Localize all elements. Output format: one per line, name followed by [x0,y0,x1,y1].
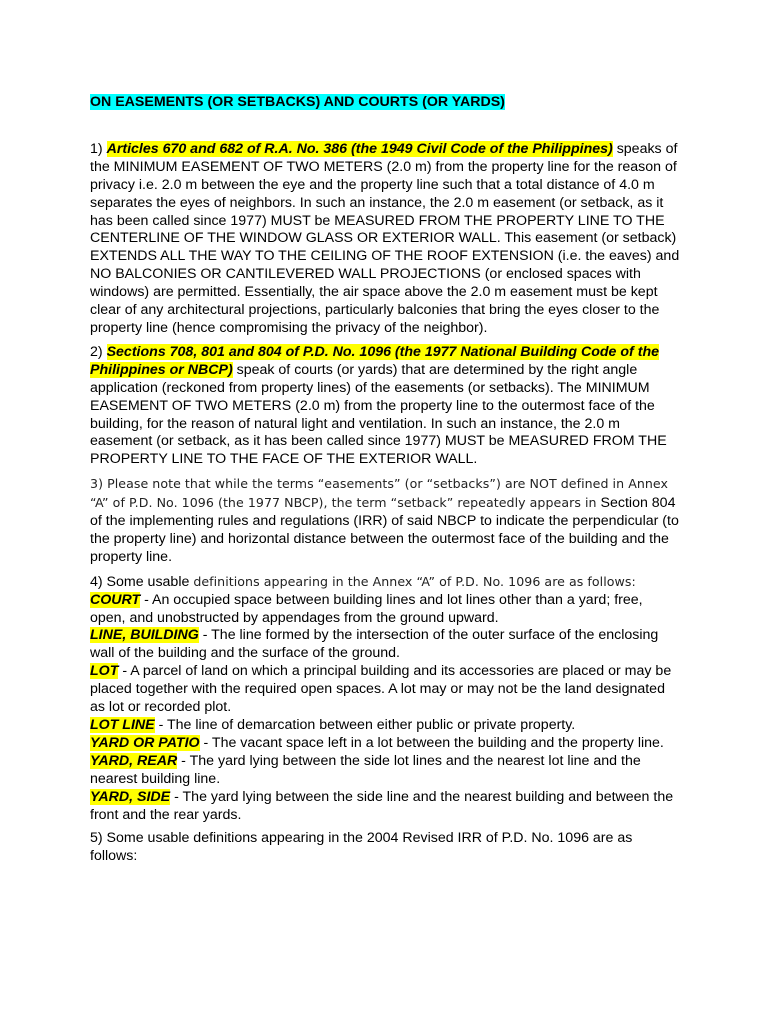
paragraph-4-intro-light: definitions appearing in the Annex “A” of P.D. No. 1096 are as follows: [193,573,636,589]
paragraph-1-reference: Articles 670 and 682 of R.A. No. 386 (the 1949 Civil Code of the Philippines) [106,140,613,157]
paragraph-4-intro-text: 4) Some usable [90,573,194,590]
paragraph-2-reference: Sections 708, 801 and 804 of P.D. No. 1096 (the 1977 National Building Code of the Philippines or NBCP) [90,343,659,378]
definition-term: YARD OR PATIO [90,734,200,751]
paragraph-5 [90,830,680,866]
definition-term: COURT [90,591,141,608]
definition-yard-or-patio [90,735,680,753]
paragraph-2-number: 2) [90,343,103,360]
paragraph-1-number: 1) [90,140,103,157]
paragraph-4-intro [90,573,680,592]
paragraph-3-text: Section 804 of the implementing rules and regulations (IRR) of said NBCP to indicate the perpendicular (to the property line) and horizontal distance between the outermost face of the building and the property line. [90,495,679,565]
paragraph-4 [90,573,680,825]
title-row [90,94,680,112]
definition-term: LOT [90,663,119,680]
definition-lot-line [90,717,680,735]
paragraph-1-text: speaks of the MINIMUM EASEMENT OF TWO METERS (2.0 m) from the property line for the reason of privacy i.e. 2.0 m between the eye and the property line such that a total distance of 4.0 m separates the eyes of neighbors. In such an instance, the 2.0 m easement (or setback, as it has been called since 1977) MUST be MEASURED FROM THE PROPERTY LINE TO THE CENTERLINE OF THE WINDOW GLASS OR EXTERIOR WALL. This easement (or setback) EXTENDS ALL THE WAY TO THE CEILING OF THE ROOF EXTENSION (i.e. the eaves) and NO BALCONIES OR CANTILEVERED WALL PROJECTIONS (or enclosed spaces with windows) are permitted. Essentially, the air space above the 2.0 m easement must be kept clear of any architectural projections, particularly balconies that bring the eyes closer to the property line (hence compromising the privacy of the neighbor). [90,140,680,336]
definition-yard-side [90,789,680,825]
definition-yard-rear [90,753,680,789]
paragraph-2 [90,344,680,469]
document-title: ON EASEMENTS (OR SETBACKS) AND COURTS (OR YARDS) [90,94,505,110]
definition-text: - The line of demarcation between either public or private property. [154,717,576,733]
paragraph-2-text: speak of courts (or yards) that are determined by the right angle application (reckoned from property lines) of the easements (or setbacks). The MINIMUM EASEMENT OF TWO METERS (2.0 m) from the property line to the outermost face of the building, for the reason of natural light and ventilation. In such an instance, the 2.0 m easement (or setback, as it has been called since 1977) MUST be MEASURED FROM THE PROPERTY LINE TO THE FACE OF THE EXTERIOR WALL. [90,361,667,468]
definition-text: - An occupied space between building lines and lot lines other than a yard; free, open, and unobstructed by appendages from the ground upward. [90,591,643,626]
definition-text: - The vacant space left in a lot between the building and the property line. [199,734,664,751]
document-body [90,94,680,872]
paragraph-3-light-text: 3) Please note that while the terms “easements” (or “setbacks”) are NOT defined in Annex “A” of P.D. No. 1096 (the 1977 NBCP), the term “setback” repeatedly appears in [90,476,668,511]
definition-term: LINE, BUILDING [90,627,199,644]
definition-term: YARD, SIDE [90,788,171,805]
definition-text: - The yard lying between the side lot lines and the nearest lot line and the nearest building line. [90,752,641,787]
definition-line-building [90,627,680,663]
definition-text: - A parcel of land on which a principal building and its accessories are placed or may be placed together with the required open spaces. A lot may or may not be the land designated as lot or recorded plot. [90,663,672,716]
definition-term: LOT LINE [90,717,155,733]
definition-term: YARD, REAR [90,752,178,769]
paragraph-5-text: 5) Some usable definitions appearing in the 2004 Revised IRR of P.D. No. 1096 are as follows: [90,830,633,865]
definition-court [90,592,680,628]
paragraph-3 [90,475,680,567]
definition-text: - The line formed by the intersection of the outer surface of the enclosing wall of the building and the surface of the ground. [90,627,659,662]
definition-text: - The yard lying between the side line and the nearest building and between the front and the rear yards. [90,788,674,823]
paragraph-1 [90,141,680,338]
definition-lot [90,663,680,717]
